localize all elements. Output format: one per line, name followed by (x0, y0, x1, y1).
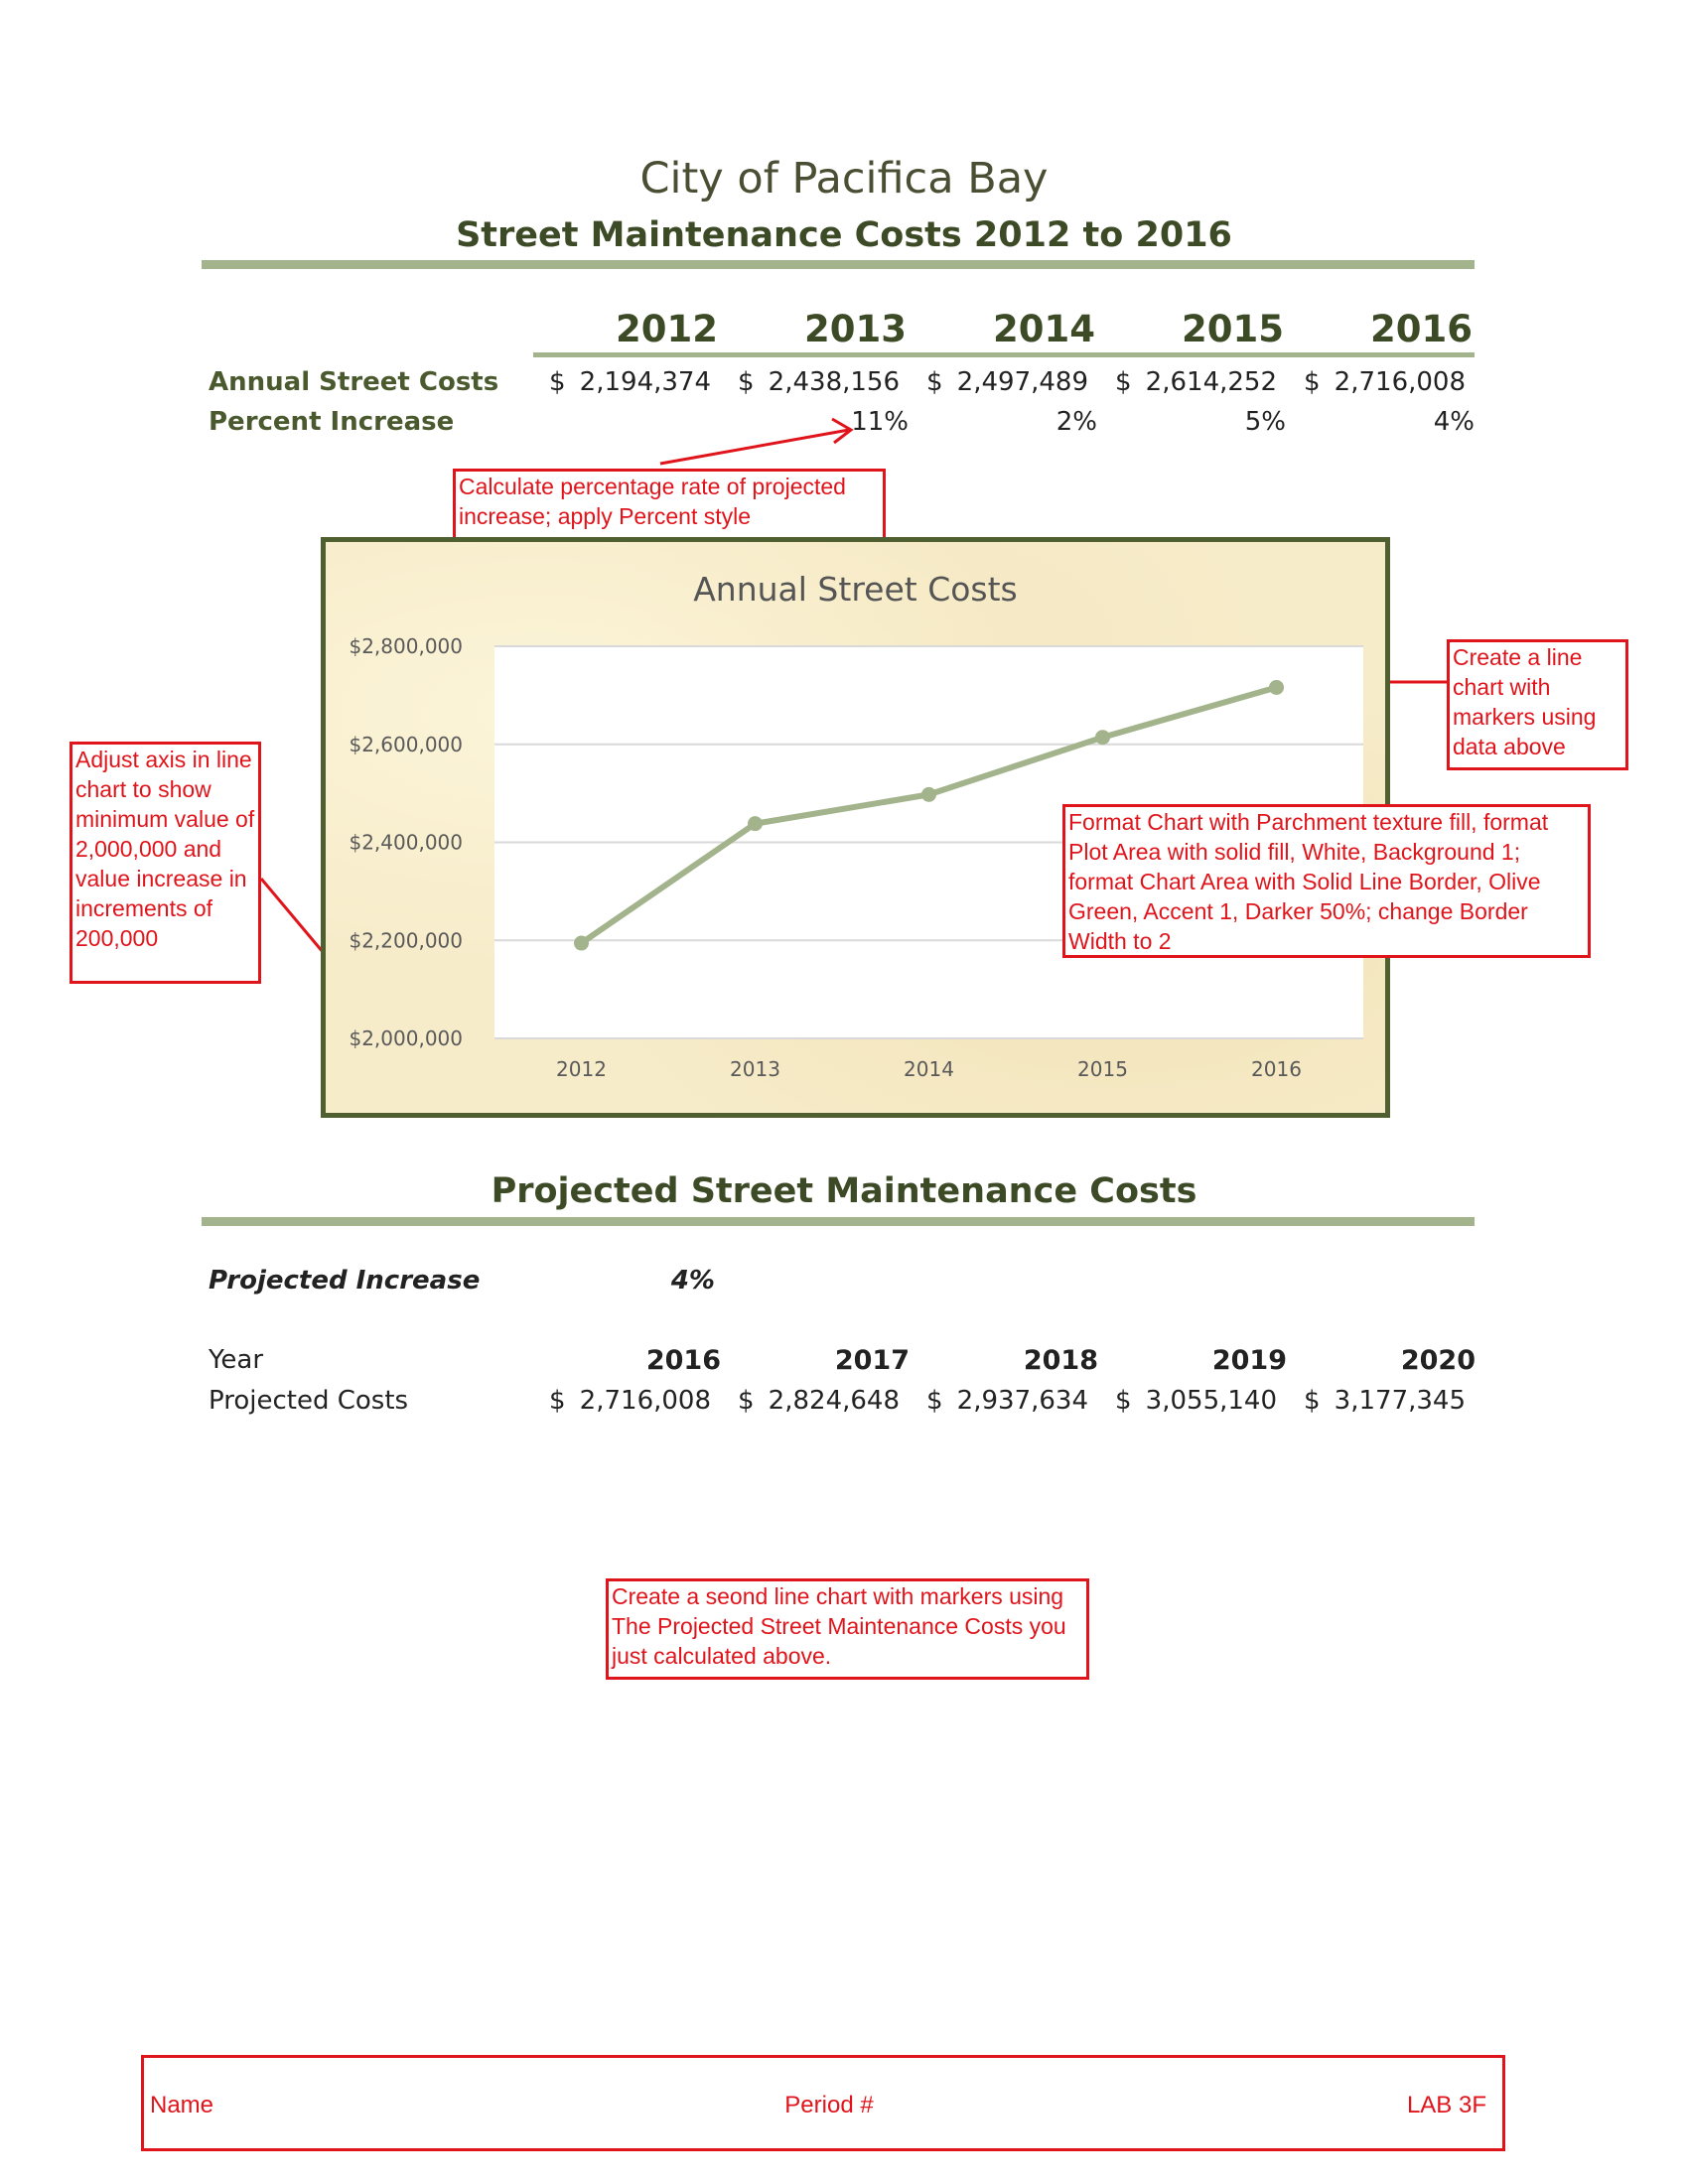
data-point-marker (1096, 731, 1110, 745)
format-note: Format Chart with Parchment texture fill, format Plot Area with solid fill, White, Background 1; format Chart Area with Solid Line Border, Olive Green, Accent 1, Darker 50%; change Border Width to 2 (1062, 804, 1591, 958)
annual-cost-2016: 2,716,008 (1334, 367, 1466, 397)
percent-2015: 5% (1244, 407, 1286, 437)
footer-box (141, 2055, 1505, 2151)
data-point-marker (1270, 680, 1284, 694)
annual-costs-label: Annual Street Costs (209, 367, 499, 397)
year-header-2013: 2013 (804, 308, 907, 350)
currency-symbol: $ (738, 367, 755, 397)
currency-symbol: $ (549, 1386, 566, 1416)
annual-cost-2012: 2,194,374 (579, 367, 711, 397)
currency-symbol: $ (1304, 1386, 1321, 1416)
projected-cost-2017: 2,824,648 (768, 1386, 900, 1416)
currency-symbol: $ (1115, 1386, 1132, 1416)
line-chart-note: Create a line chart with markers using data above (1447, 639, 1628, 770)
currency-symbol: $ (1115, 367, 1132, 397)
projected-increase-value: 4% (670, 1266, 715, 1296)
currency-symbol: $ (738, 1386, 755, 1416)
data-point-marker (922, 787, 936, 801)
projected-divider (202, 1217, 1475, 1226)
footer-period-label: Period # (784, 2092, 874, 2118)
percent-2016: 4% (1433, 407, 1475, 437)
percent-increase-label: Percent Increase (209, 407, 455, 437)
y-tick-label: $2,000,000 (349, 1026, 463, 1050)
currency-symbol: $ (1304, 367, 1321, 397)
currency-symbol: $ (549, 367, 566, 397)
year-label: Year (209, 1345, 264, 1375)
percent-note: Calculate percentage rate of projected increase; apply Percent style (453, 469, 886, 540)
y-tick-label: $2,200,000 (349, 928, 463, 953)
currency-symbol: $ (926, 367, 943, 397)
projected-year-2020: 2020 (1400, 1345, 1476, 1376)
year-header-2015: 2015 (1182, 308, 1284, 350)
projected-year-2017: 2017 (834, 1345, 910, 1376)
data-point-marker (575, 936, 589, 950)
y-tick-label: $2,400,000 (349, 830, 463, 855)
page-title: City of Pacifica Bay (639, 154, 1049, 204)
x-tick-label: 2014 (904, 1057, 954, 1081)
projected-section-title: Projected Street Maintenance Costs (491, 1171, 1197, 1211)
annual-cost-2014: 2,497,489 (956, 367, 1088, 397)
footer-lab-label: LAB 3F (1406, 2092, 1486, 2118)
year-header-2016: 2016 (1370, 308, 1473, 350)
y-tick-label: $2,800,000 (349, 634, 463, 658)
projected-year-2018: 2018 (1023, 1345, 1098, 1376)
y-tick-label: $2,600,000 (349, 732, 463, 756)
x-tick-label: 2012 (556, 1057, 607, 1081)
percent-2014: 2% (1055, 407, 1097, 437)
projected-year-2016: 2016 (645, 1345, 721, 1376)
percent-2013: 11% (851, 407, 909, 437)
chart-title: Annual Street Costs (693, 570, 1018, 609)
projected-costs-label: Projected Costs (209, 1386, 409, 1416)
page-subtitle: Street Maintenance Costs 2012 to 2016 (456, 215, 1232, 255)
currency-symbol: $ (926, 1386, 943, 1416)
percent-note-arrow (660, 430, 849, 464)
year-header-2014: 2014 (993, 308, 1095, 350)
second-chart-note: Create a seond line chart with markers using The Projected Street Maintenance Costs you just calculated above. (606, 1578, 1089, 1680)
year-header-2012: 2012 (616, 308, 718, 350)
projected-cost-2020: 3,177,345 (1334, 1386, 1466, 1416)
axis-note: Adjust axis in line chart to show minimum value of 2,000,000 and value increase in increments of 200,000 (70, 742, 261, 984)
projected-increase-label: Projected Increase (209, 1266, 481, 1296)
projected-cost-2018: 2,937,634 (956, 1386, 1088, 1416)
projected-cost-2016: 2,716,008 (579, 1386, 711, 1416)
annual-cost-2013: 2,438,156 (768, 367, 900, 397)
projected-cost-2019: 3,055,140 (1145, 1386, 1277, 1416)
annual-cost-2015: 2,614,252 (1145, 367, 1277, 397)
x-tick-label: 2016 (1251, 1057, 1302, 1081)
x-tick-label: 2013 (730, 1057, 780, 1081)
footer-name-label: Name (150, 2092, 214, 2118)
x-tick-label: 2015 (1077, 1057, 1128, 1081)
projected-year-2019: 2019 (1211, 1345, 1287, 1376)
data-point-marker (749, 817, 763, 831)
